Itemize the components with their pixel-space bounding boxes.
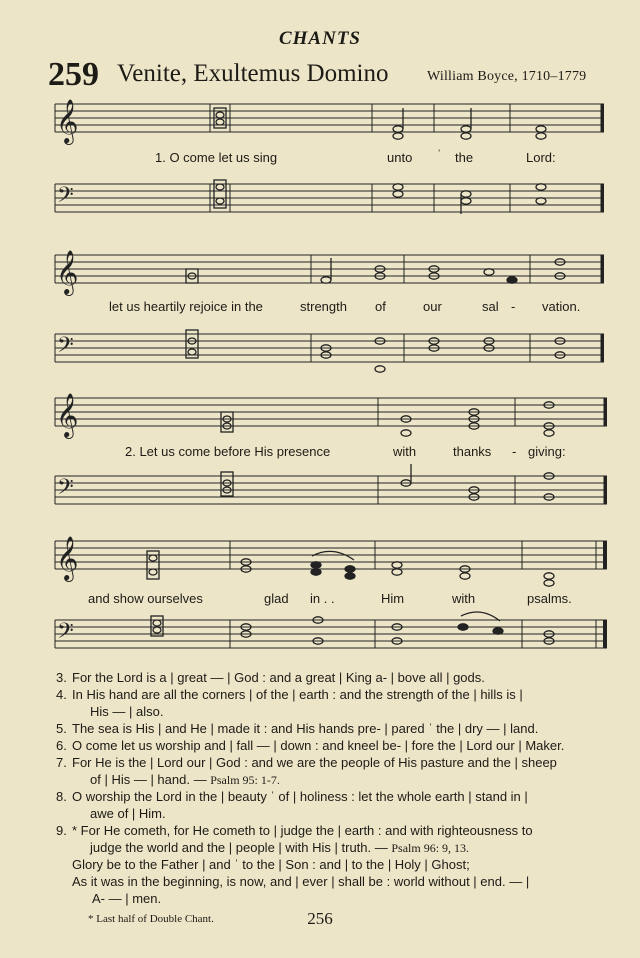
verse-number: 3. xyxy=(56,670,67,685)
treble-clef-icon: 𝄞 xyxy=(56,250,79,294)
lyric-line2-f: - xyxy=(511,299,516,314)
verse-text: For He is the | Lord our | God : and we are the people of His pasture and the | sheep xyxy=(72,755,557,770)
lyric-line2-a: let us heartily rejoice in the xyxy=(109,299,263,314)
lyric-line3-b: with xyxy=(393,444,417,459)
verse-8 xyxy=(56,788,616,822)
staff-4-treble xyxy=(55,541,607,569)
lyric-line4-b: glad xyxy=(264,591,289,606)
lyric-line4-d: Him xyxy=(381,591,405,606)
verse-number: 6. xyxy=(56,738,67,753)
verse-number: 4. xyxy=(56,687,67,702)
staff-3-bass xyxy=(55,476,607,504)
bass-clef-icon: 𝄢 xyxy=(57,183,74,213)
verse-continuation: awe of | Him. xyxy=(90,806,166,821)
section-header: CHANTS xyxy=(278,28,362,49)
verse-5 xyxy=(56,720,616,737)
verse-number: 9. xyxy=(56,823,67,838)
lyric-line2-g: vation. xyxy=(542,299,581,314)
lyric-line4-e: with xyxy=(452,591,476,606)
lyric-line4-c: in . . xyxy=(310,591,335,606)
staff-1-treble xyxy=(55,104,604,132)
doxology-line-2: As it was in the beginning, is now, and | ever | shall be : world without | end. — | xyxy=(72,874,530,889)
verse-number: 5. xyxy=(56,721,67,736)
lyric-line3-d: - xyxy=(512,444,517,459)
verse-continuation: His — | also. xyxy=(90,704,164,719)
lyric-line1-a: 1. O come let us sing xyxy=(155,150,278,165)
verse-3 xyxy=(56,669,616,686)
staff-3-treble xyxy=(55,398,607,426)
verse-4 xyxy=(56,686,616,720)
lyric-line2-c: of xyxy=(375,299,386,314)
verse-text: O worship the Lord in the | beauty ˈ of | holiness : let the whole earth | stand in | xyxy=(72,789,528,804)
page-number: 256 xyxy=(307,909,333,928)
lyric-line1-c: ˈ xyxy=(437,147,442,162)
lyric-line4-a: and show ourselves xyxy=(88,591,203,606)
hymn-title: Venite, Exultemus Domino xyxy=(117,60,389,87)
lyric-line3-e: giving: xyxy=(528,444,566,459)
verse-9 xyxy=(56,822,616,857)
lyric-line2-b: strength xyxy=(300,299,347,314)
staff-1-bass xyxy=(55,184,604,212)
lyric-line3-c: thanks xyxy=(453,444,492,459)
verse-number: 7. xyxy=(56,755,67,770)
psalm-reference: Psalm 95: 1-7. xyxy=(210,773,280,787)
doxology-line-1: Glory be to the Father | and ˈ to the | Son : and | to the | Holy | Ghost; xyxy=(72,857,470,872)
treble-clef-icon: 𝄞 xyxy=(56,536,79,580)
lyric-line3-a: 2. Let us come before His presence xyxy=(125,444,331,459)
staff-2-treble xyxy=(55,255,604,283)
verse-text: The sea is His | and He | made it : and His hands pre- | pared ˈ the | dry — | land. xyxy=(72,721,539,736)
footnote: * Last half of Double Chant. xyxy=(88,913,214,925)
verse-continuation: of | His — | hand. — xyxy=(90,772,207,787)
verse-number: 8. xyxy=(56,789,67,804)
lyric-line2-e: sal xyxy=(482,299,499,314)
bass-clef-icon: 𝄢 xyxy=(57,475,74,505)
doxology-line-3: A- — | men. xyxy=(92,891,162,906)
psalm-reference: Psalm 96: 9, 13. xyxy=(391,841,470,855)
verse-continuation: judge the world and the | people | with His | truth. — xyxy=(90,840,388,855)
verse-text: * For He cometh, for He cometh to | judge the | earth : and with righteousness to xyxy=(72,823,533,838)
verse-7 xyxy=(56,754,616,789)
hymn-number: 259 xyxy=(48,56,99,93)
treble-clef-icon: 𝄞 xyxy=(56,99,79,143)
lyric-line1-d: the xyxy=(455,150,474,165)
treble-clef-icon: 𝄞 xyxy=(56,393,79,437)
verse-text: O come let us worship and | fall — | down : and kneel be- | fore the | Lord our | Maker. xyxy=(72,738,565,753)
composer-credit: William Boyce, 1710–1779 xyxy=(427,69,587,84)
lyric-line1-b: unto xyxy=(387,150,413,165)
verse-text: In His hand are all the corners | of the | earth : and the strength of the | hills is | xyxy=(72,687,523,702)
verse-6 xyxy=(56,737,616,754)
staff-4-bass xyxy=(55,620,607,648)
bass-clef-icon: 𝄢 xyxy=(57,333,74,363)
lyric-line2-d: our xyxy=(423,299,442,314)
lyric-line4-f: psalms. xyxy=(527,591,572,606)
lyric-line1-e: Lord: xyxy=(526,150,556,165)
bass-clef-icon: 𝄢 xyxy=(57,619,74,649)
verse-text: For the Lord is a | great — | God : and a great | King a- | bove all | gods. xyxy=(72,670,485,685)
